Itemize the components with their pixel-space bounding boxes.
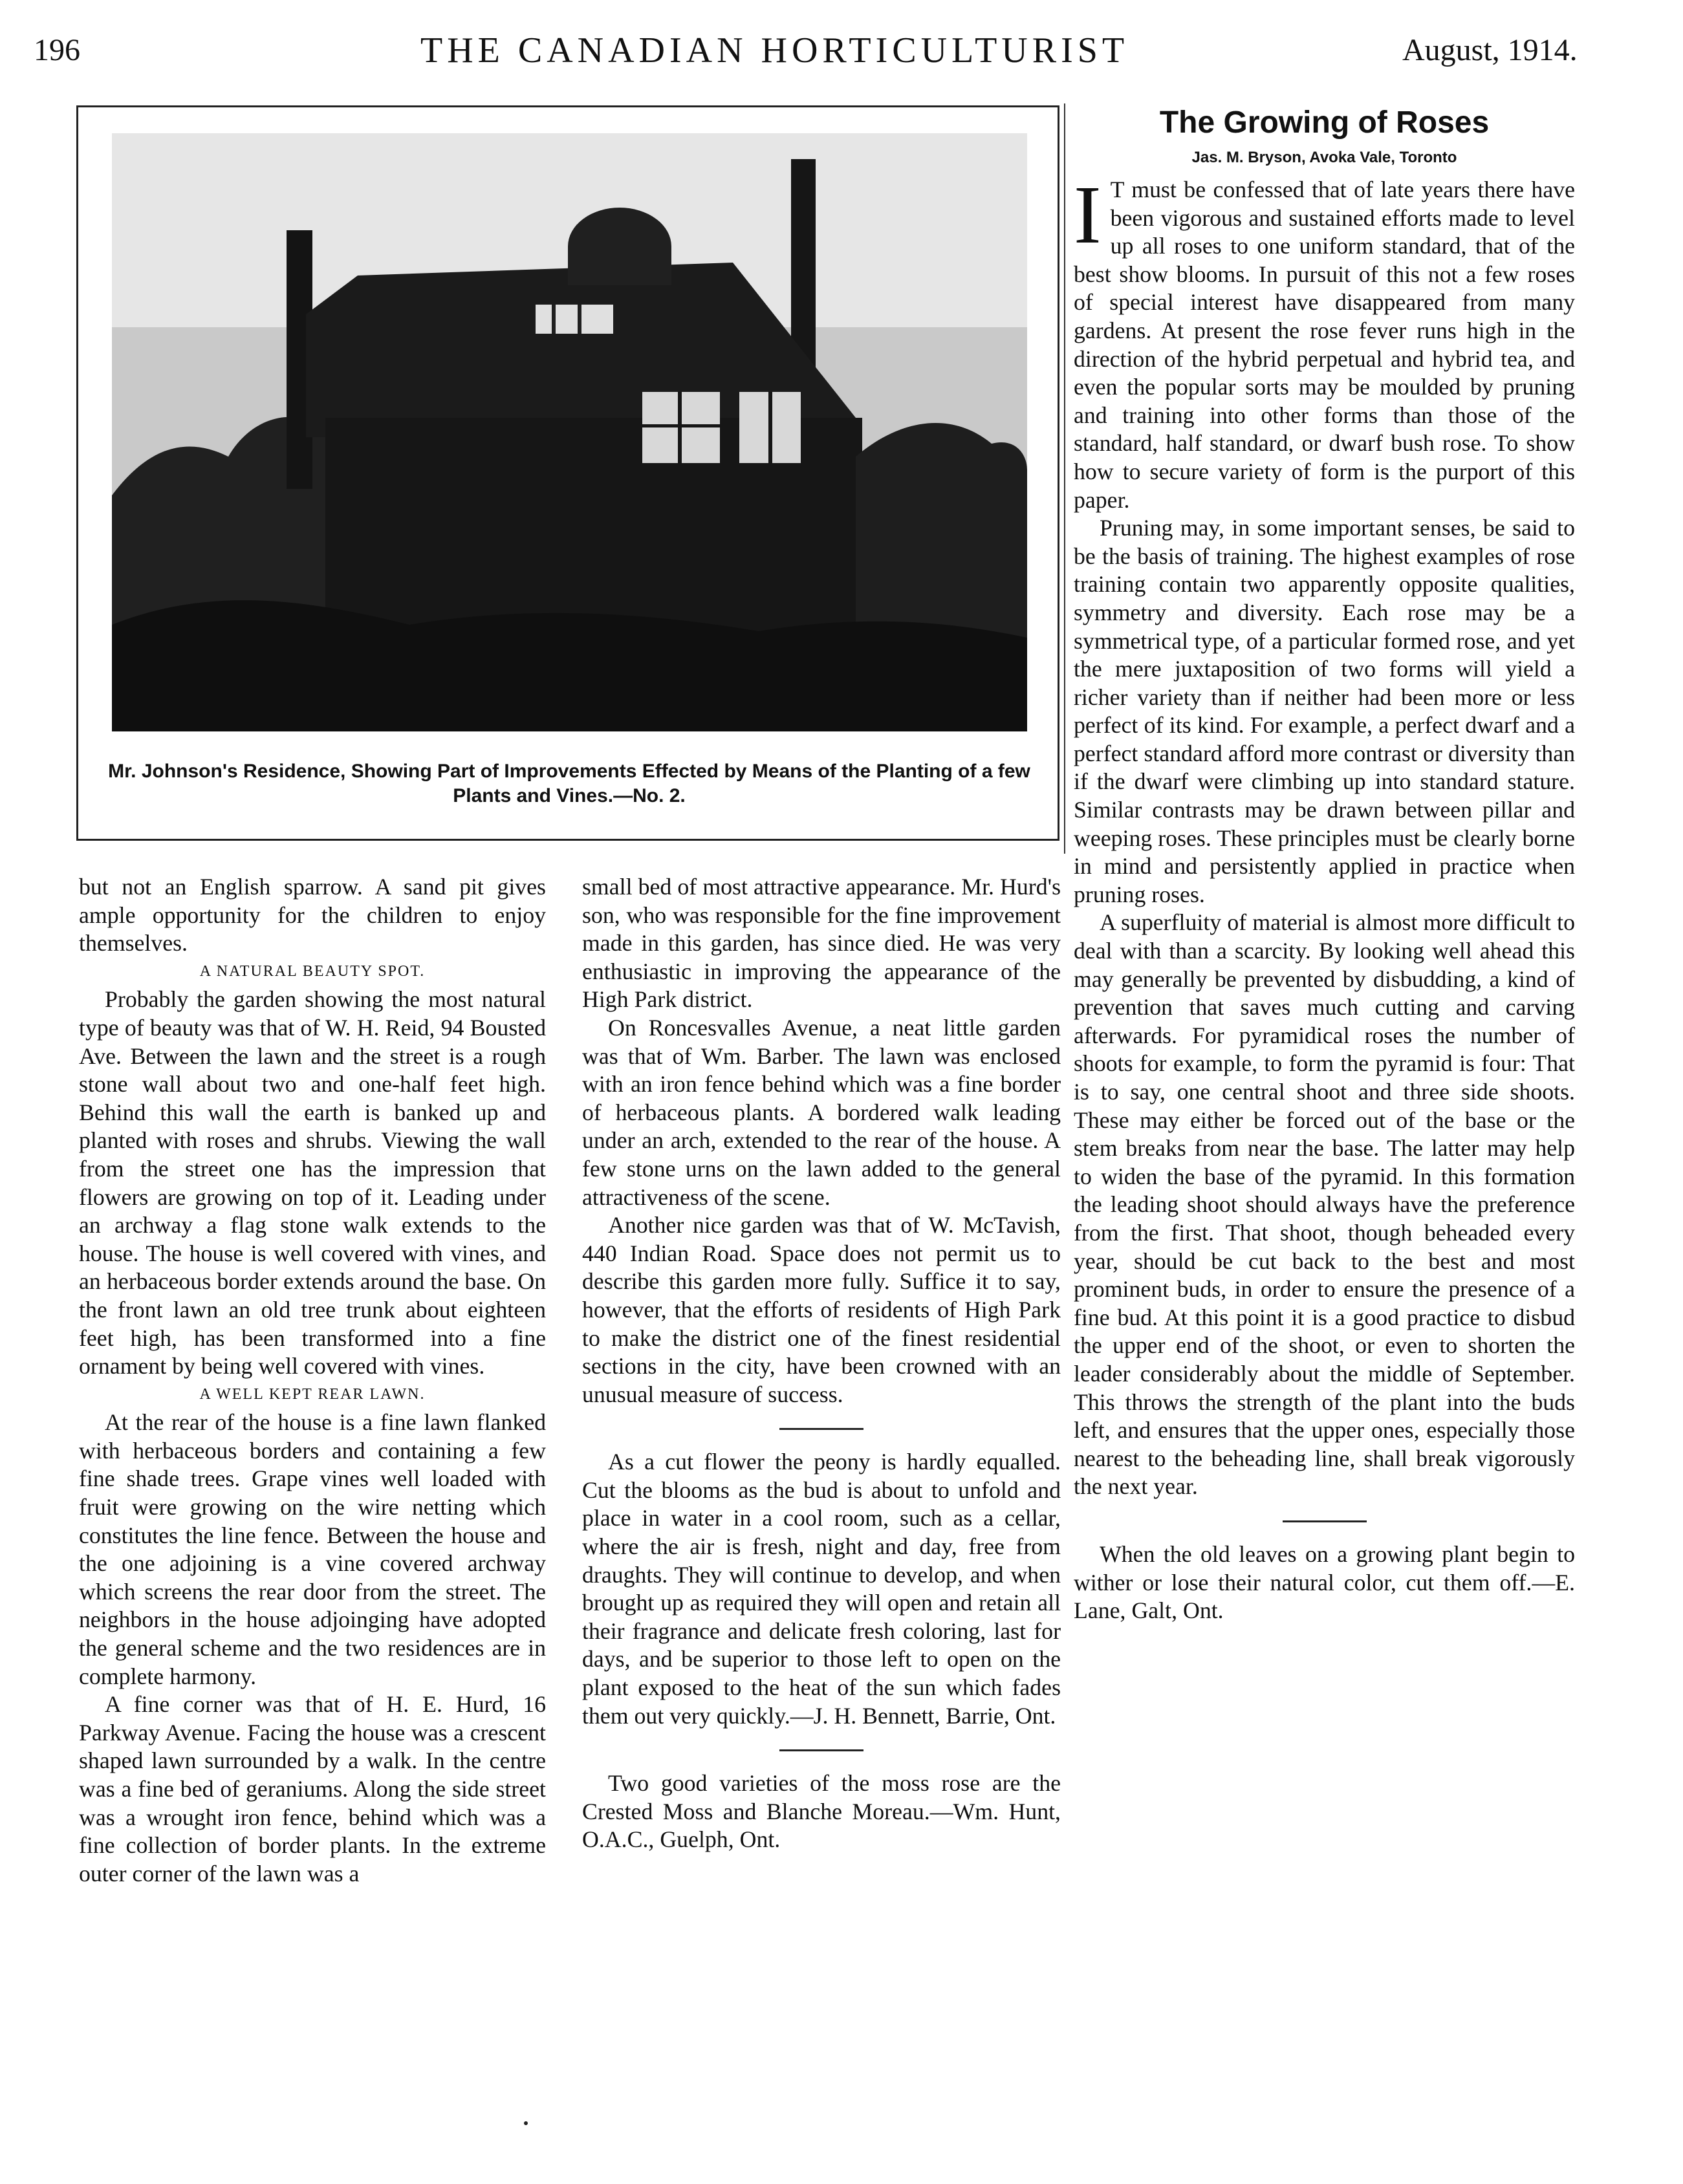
paragraph: Probably the garden showing the most natural type of beauty was that of W. H. Reid, 94 Bousted Ave. Between the lawn and the street is a rough stone wall about two and one-half feet high. Behind this wall the earth is banked up and planted with roses and shrubs. Viewing the wall from the street one has the impression that flowers are growing on top of it. Leading under an archway a flag stone walk extends to the house. The house is well covered with vines, and an herbaceous border extends around the base. On the front lawn an old tree trunk about eighteen feet high, has been transformed into a fine ornament by being well covered with vines. — [79, 986, 546, 1379]
paragraph-text: T must be confessed that of late years there have been vigorous and sustained efforts made to level up all roses to one uniform standard, that of the best show blooms. In pursuit of this not a few roses of special interest have disappeared from many gardens. At present the rose fever runs high in the direction of the hybrid perpetual and hybrid tea, and even the popular sorts may be moulded by pruning and training into other forms than those of the standard, half standard, or dwarf bush rose. To show how to secure variety of form is the purport of this paper. — [1074, 177, 1575, 513]
section-rule — [1283, 1520, 1367, 1522]
paragraph: small bed of most attractive appearance. Mr. Hurd's son, who was responsible for the fine improvement made in this garden, has since died. He was very enthusiastic in improving the appearance of the High Park district. — [582, 874, 1061, 1013]
paragraph: Pruning may, in some important senses, be said to be the basis of training. The highest examples of rose training contain two apparently opposite qualities, symmetry and diversity. Each rose may be a symmetrical type, of a particular formed rose, and yet the mere juxtaposition of two forms will yield a richer variety than if neither had been more or less perfect of its kind. For example, a perfect dwarf and a perfect standard afford more contrast or diversity than if the dwarf were climbing up into standard stature. Similar contrasts may be drawn between pillar and weeping roses. These principles must be clearly borne in mind and persistently applied in practice when pruning roses. — [1074, 515, 1575, 907]
paragraph: Another nice garden was that of W. McTavish, 440 Indian Road. Space does not permit us to describe this garden more fully. Suffice it to say, however, that the efforts of residents of High Park to make the district one of the finest residential sections in the city, have been crowned with an unusual measure of success. — [582, 1212, 1061, 1407]
issue-date: August, 1914. — [1402, 33, 1578, 67]
subheading: A WELL KEPT REAR LAWN. — [199, 1385, 426, 1403]
drop-cap: I — [1074, 169, 1102, 261]
figure-box — [76, 105, 1059, 841]
magazine-title: THE CANADIAN HORTICULTURIST — [420, 30, 1129, 70]
house-photo — [112, 133, 1027, 731]
middle-column — [582, 873, 1061, 1854]
article-byline: Jas. M. Bryson, Avoka Vale, Toronto — [1191, 149, 1457, 166]
subheading: A NATURAL BEAUTY SPOT. — [199, 962, 426, 980]
section-rule — [779, 1428, 863, 1430]
paragraph: A superfluity of material is almost more difficult to deal with than a scarcity. By looking well ahead this may generally be prevented by disbudding, a kind of prevention that saves much cutting and carving afterwards. For pyramidical roses the number of shoots for example, to form the pyramid is four: That is to say, one central shoot and three side shoots. These may either be forced out of the base or the stem breaks from near the base. The latter may help to widen the base of the pyramid. In this formation the leading shoot should always have the preference from the first. That shoot, though beheaded every year, should be cut back to the best and most prominent buds, in order to ensure the presence of a fine bud. At this point it is a good practice to disbud the upper end of the shoot, or even to shorten the leader considerably about the middle of September. This throws the strength of the plant into the buds left, and ensures that the upper ones, especially those nearest to the beheading line, shall break vigorously the next year. — [1074, 909, 1575, 1500]
print-speck — [524, 2121, 528, 2125]
paragraph: Two good varieties of the moss rose are the Crested Moss and Blanche Moreau.—Wm. Hunt, O.A.C., Guelph, Ont. — [582, 1770, 1061, 1853]
paragraph: As a cut flower the peony is hardly equalled. Cut the blooms as the bud is about to unfold and place in water in a cool room, such as a cellar, where the air is fresh, night and day, free from draughts. They will continue to develop, and when brought up as required they will open and retain all their fragrance and delicate fresh coloring, last for days, and be superior to those left to open on the plant exposed to the heat of the sun which fades them out very quickly.—J. H. Bennett, Barrie, Ont. — [582, 1449, 1061, 1729]
paragraph: When the old leaves on a growing plant begin to wither or lose their natural color, cut them off.—E. Lane, Galt, Ont. — [1074, 1541, 1575, 1624]
page-number: 196 — [34, 33, 80, 67]
right-column — [1074, 103, 1575, 1625]
article-title: The Growing of Roses — [1159, 105, 1490, 140]
paragraph: A fine corner was that of H. E. Hurd, 16 Parkway Avenue. Facing the house was a crescent shaped lawn surrounded by a walk. In the centre was a fine bed of geraniums. Along the side street was a wrought iron fence, behind which was a fine collection of border plants. In the extreme outer corner of the lawn was a — [79, 1691, 546, 1887]
section-rule — [779, 1749, 863, 1751]
paragraph: On Roncesvalles Avenue, a neat little garden was that of Wm. Barber. The lawn was enclosed with an iron fence behind which was a fine border of herbaceous plants. A bordered walk leading under an arch, extended to the rear of the house. A few stone urns on the lawn added to the general attractiveness of the scene. — [582, 1014, 1061, 1210]
paragraph: but not an English sparrow. A sand pit gives ample opportunity for the children to enjoy themselves. — [79, 874, 546, 957]
paragraph — [1074, 169, 1575, 514]
figure-caption: Mr. Johnson's Residence, Showing Part of Improvements Effected by Means of the Planting of a few Plants and Vines.—No. 2. — [108, 761, 1030, 806]
left-column — [79, 873, 546, 1888]
column-divider — [1064, 103, 1065, 854]
paragraph: At the rear of the house is a fine lawn flanked with herbaceous borders and containing a few fine shade trees. Grape vines well loaded with fruit were growing on the wire netting which constitutes the line fence. Between the house and the one adjoining is a vine covered archway which screens the rear door from the street. The neighbors in the house adjoinging have adopted the general scheme and the two residences are in complete harmony. — [79, 1409, 546, 1689]
